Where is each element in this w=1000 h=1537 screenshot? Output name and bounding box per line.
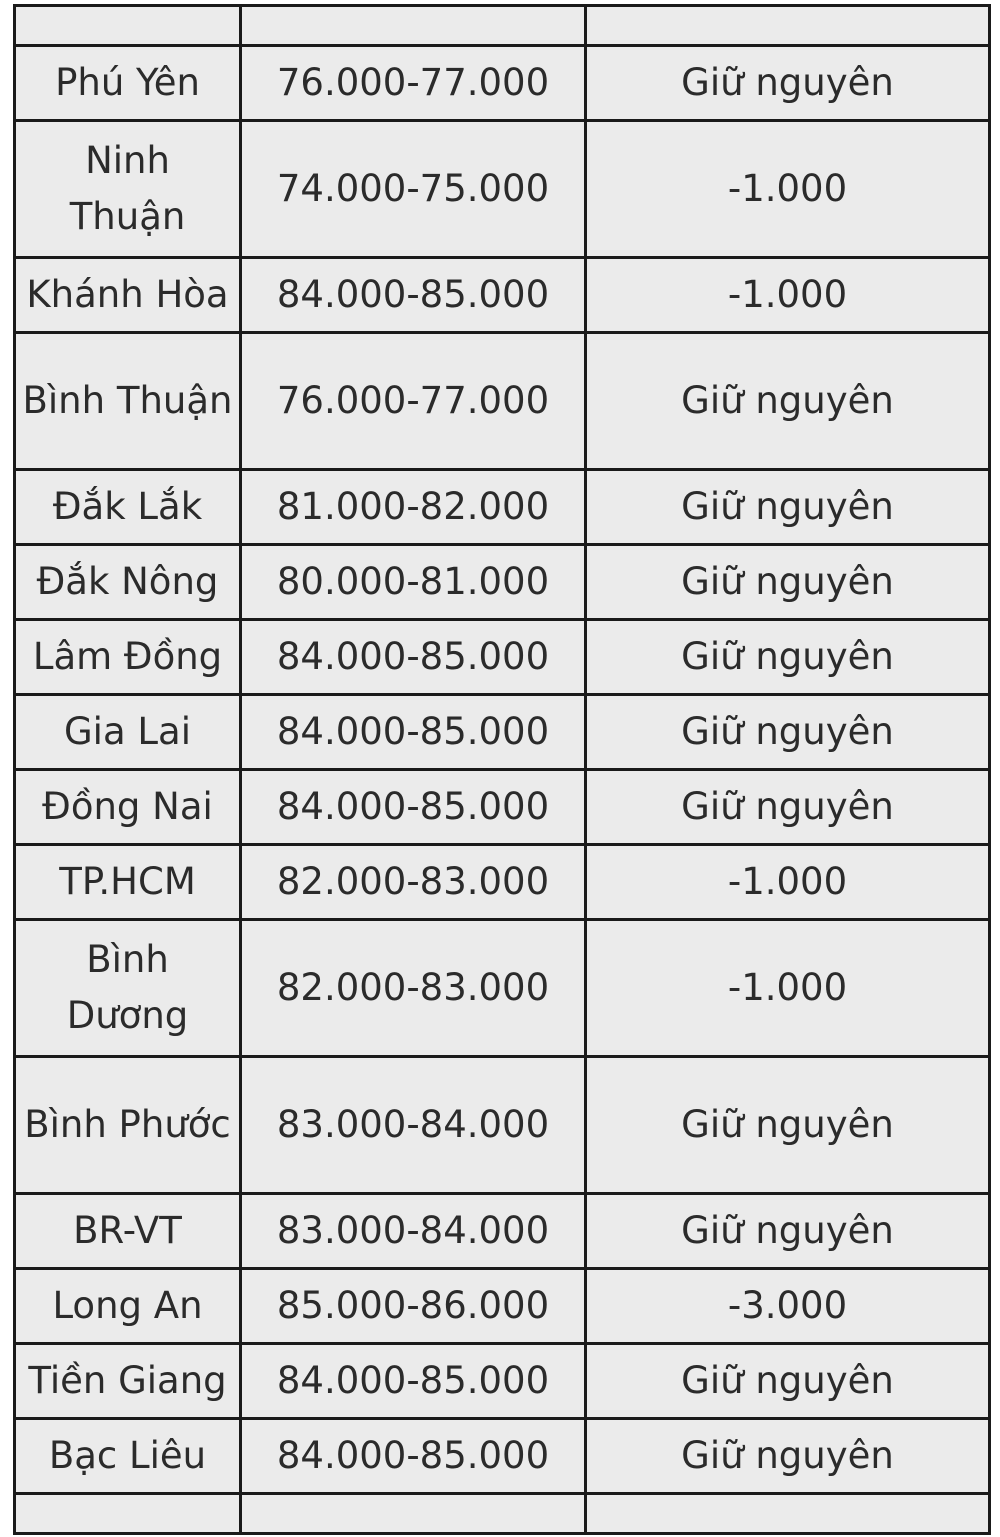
price-cell: 84.000-85.000 bbox=[241, 620, 586, 695]
price-cell: 84.000-85.000 bbox=[241, 1344, 586, 1419]
change-cell: Giữ nguyên bbox=[586, 470, 990, 545]
table-row bbox=[15, 46, 990, 121]
change-cell: Giữ nguyên bbox=[586, 770, 990, 845]
price-cell: 76.000-77.000 bbox=[241, 46, 586, 121]
province-cell: Long An bbox=[15, 1269, 241, 1344]
table-row bbox=[15, 258, 990, 333]
province-cell bbox=[15, 1494, 241, 1534]
change-cell: Giữ nguyên bbox=[586, 46, 990, 121]
change-cell: -1.000 bbox=[586, 258, 990, 333]
table-row bbox=[15, 845, 990, 920]
table-row bbox=[15, 695, 990, 770]
change-cell: Giữ nguyên bbox=[586, 545, 990, 620]
price-cell: 82.000-83.000 bbox=[241, 845, 586, 920]
change-cell: -3.000 bbox=[586, 1269, 990, 1344]
price-cell bbox=[241, 1494, 586, 1534]
table-row bbox=[15, 1057, 990, 1194]
price-cell: 74.000-75.000 bbox=[241, 121, 586, 258]
table-row bbox=[15, 620, 990, 695]
price-cell: 85.000-86.000 bbox=[241, 1269, 586, 1344]
table-row bbox=[15, 1344, 990, 1419]
province-cell: TP.HCM bbox=[15, 845, 241, 920]
change-cell: Giữ nguyên bbox=[586, 1419, 990, 1494]
province-cell: Tiền Giang bbox=[15, 1344, 241, 1419]
province-cell: Gia Lai bbox=[15, 695, 241, 770]
table-row bbox=[15, 1194, 990, 1269]
change-cell: Giữ nguyên bbox=[586, 695, 990, 770]
change-cell bbox=[586, 6, 990, 46]
province-cell: Bạc Liêu bbox=[15, 1419, 241, 1494]
price-table bbox=[13, 4, 991, 1535]
table-row bbox=[15, 1269, 990, 1344]
province-cell: Bình Thuận bbox=[15, 333, 241, 470]
province-cell: Đồng Nai bbox=[15, 770, 241, 845]
price-cell: 80.000-81.000 bbox=[241, 545, 586, 620]
province-cell: Đắk Nông bbox=[15, 545, 241, 620]
table-row bbox=[15, 1419, 990, 1494]
change-cell: -1.000 bbox=[586, 920, 990, 1057]
price-cell: 84.000-85.000 bbox=[241, 258, 586, 333]
price-cell: 76.000-77.000 bbox=[241, 333, 586, 470]
price-cell: 82.000-83.000 bbox=[241, 920, 586, 1057]
price-cell: 84.000-85.000 bbox=[241, 695, 586, 770]
price-cell: 81.000-82.000 bbox=[241, 470, 586, 545]
table-row-partial bbox=[15, 6, 990, 46]
change-cell: Giữ nguyên bbox=[586, 1057, 990, 1194]
table-row bbox=[15, 770, 990, 845]
province-cell bbox=[15, 6, 241, 46]
table-row bbox=[15, 920, 990, 1057]
table-row bbox=[15, 545, 990, 620]
table-row bbox=[15, 333, 990, 470]
table-row bbox=[15, 470, 990, 545]
change-cell: Giữ nguyên bbox=[586, 1344, 990, 1419]
change-cell: -1.000 bbox=[586, 121, 990, 258]
province-cell: Khánh Hòa bbox=[15, 258, 241, 333]
change-cell bbox=[586, 1494, 990, 1534]
province-cell: Bình Dương bbox=[15, 920, 241, 1057]
province-cell: BR-VT bbox=[15, 1194, 241, 1269]
price-cell: 83.000-84.000 bbox=[241, 1194, 586, 1269]
table-row-partial bbox=[15, 1494, 990, 1534]
price-cell bbox=[241, 6, 586, 46]
price-cell: 84.000-85.000 bbox=[241, 770, 586, 845]
change-cell: -1.000 bbox=[586, 845, 990, 920]
province-cell: Phú Yên bbox=[15, 46, 241, 121]
province-cell: Bình Phước bbox=[15, 1057, 241, 1194]
table-row bbox=[15, 121, 990, 258]
change-cell: Giữ nguyên bbox=[586, 620, 990, 695]
price-cell: 83.000-84.000 bbox=[241, 1057, 586, 1194]
change-cell: Giữ nguyên bbox=[586, 1194, 990, 1269]
province-cell: Đắk Lắk bbox=[15, 470, 241, 545]
change-cell: Giữ nguyên bbox=[586, 333, 990, 470]
province-cell: Lâm Đồng bbox=[15, 620, 241, 695]
price-cell: 84.000-85.000 bbox=[241, 1419, 586, 1494]
province-cell: Ninh Thuận bbox=[15, 121, 241, 258]
